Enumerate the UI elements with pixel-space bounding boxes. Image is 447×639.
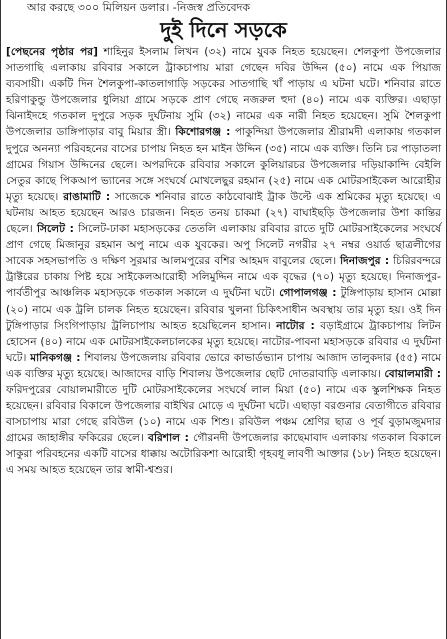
section-label-gopalganj: গোপালগঞ্জ :: [279, 287, 337, 300]
section-text-natore: বড়াইগ্রামে ট্রাকচাপায় লিটন হোসেন (৪০) নামে এক মোটরসাইকেলচালকের মৃত্যু হয়েছে। নাটোর-পাবনা মহাসড়কে রবিবার এ দুর্ঘটনা ঘটে।: [6, 319, 442, 364]
section-text-boalmari: ফরিদপুরের বোয়ালমারীতে দুটি মোটরসাইকেলের সংঘর্ষে লাল মিয়া (৫০) নামে এক স্কুলশিক্ষক নিহত হয়েছেন। রবিবার বিকালে উপজেলার বাইখির মোড়ে এ দুর্ঘটনা ঘটে। এছাড়া বরগুনার বেতাগীতে রবিবার বাসচাপায় মারা গেছে রবিউল (১০) নামে এক শিশু। রবিউল পঞ্চম শ্রেণির ছাত্র ও পূর্ব বুড়ামজুমদার গ্রামের জাহাঙ্গীর ফকিরের ছেলে।: [6, 383, 441, 445]
section-text-gopalganj: টুঙ্গিপাড়ায় হাসান মোল্লা (২০) নামে এক ট্রলি চালক নিহত হয়েছেন। রবিবার খুলনা চিকিৎসাধীন অবস্থায় তার মৃত্যু হয়। ওই দিন টুঙ্গিপাড়ার সিংগিপাড়ায় ট্রলিচাপায় আহত হয়েছিলেন হাসান।: [6, 287, 442, 332]
section-text-jhenaidah: শাহিনুর ইসলাম লিখন (৩২) নামে যুবক নিহত হয়েছেন। শেলকুপা উপজেলার সাতগাছি এলাকায় রবিবার সকালে ট্রাকচাপায় মারা গেছেন দবির উদ্দিন (৫০) নামে এক পিয়াজ ব্যবসায়ী। একটি দিন শৈলকুপা-কাতলাগাড়ি সড়কের সাতগাছি খাঁ পাড়ায় এ ঘটনা ঘটে। শনিবার রাতে হরিণাকুন্ডু উপজেলার ধুলিয়া গ্রামে সড়কে প্রাণ গেছে নজরুল হুদা (৪০) নামে এক ব্যক্তির। এছাড়া ঝিনাইদহে গতকাল দুপুরে সড়ক দুর্ঘটনায় সুমি (৩২) নামের এক নারী নিহত হয়েছেন। সুমি শৈলকুপা উপজেলার ডাঙ্গিপাড়ার বাবু মিয়ার স্ত্রী।: [6, 46, 441, 139]
section-label-kishoreganj: কিশোরগঞ্জ :: [175, 126, 231, 139]
section-label-continued: [পেছনের পৃষ্ঠার পর]: [6, 46, 98, 58]
article-text: [6, 44, 441, 479]
section-label-dinajpur: দিনাজপুর :: [340, 255, 390, 268]
section-label-barishal: বরিশাল :: [148, 432, 189, 445]
page-title: দুই দিনে সড়কে: [160, 18, 287, 42]
section-label-sylhet: সিলেট :: [37, 223, 74, 236]
section-text-barishal: গৌরনদী উপজেলার কাছেমাবাদ এলাকায় গতকাল বিকালে সাকুরা পরিবহনের একটি বাসের ধাক্কায় অটোরিকশা আরোহী গৃহবধূ লাবণী আক্তার (১৮) নিহত হয়েছেন। এ সময় আহত হয়েছেন তার স্বামী-শ্বশুর।: [6, 432, 441, 477]
section-label-boalmari: বোয়ালমারী :: [384, 367, 441, 380]
section-text-sylhet: সিলেট-ঢাকা মহাসড়কের তেতলি এলাকায় রবিবার রাতে দুটি মোটরসাইকেলের সংঘর্ষে প্রাণ গেছে মিজানুর রহমান অপু নামে এক যুবকের। অপু সিলেট নগরীর ২৭ নম্বর ওয়ার্ড ছাত্রলীগের সাবেক সহসভাপতি ও দক্ষিণ সুরমার আলমপুরের বশির আহমদ বাবুলের ছেলে।: [6, 223, 441, 268]
section-label-manikganj: মানিকগঞ্জ :: [30, 351, 81, 364]
article-body: [1, 44, 446, 479]
section-label-rangamati: রাঙামাটি :: [63, 190, 111, 203]
previous-article-tail: আর করছে ৩০০ মিলিয়ন ডলার। -নিজস্ব প্রতিবেদক: [27, 1, 251, 14]
section-text-rangamati: সাজেকে শনিবার রাতে কাঠবোঝাই ট্রাক উল্টে এক শ্রমিকের মৃত্যু হয়েছে। এ ঘটনায় আহত হয়েছেন আরও চারজন। নিহত তনয় চাকমা (২৭) বাঘাইছড়ি উপজেলার উশা কান্তির ছেলে।: [6, 190, 441, 236]
section-text-dinajpur: চিরিরবন্দরে ট্রাক্টরের চাকায় পিষ্ট হয়ে সাইকেলআরোহী সলিমুদ্দিন নামে এক বৃদ্ধের (৭০) মৃত্যু হয়েছে। দিনাজপুর-পার্বতীপুর আঞ্চলিক মহাসড়কে গতকাল সকালে এ দুর্ঘটনা ঘটে।: [6, 255, 441, 300]
section-text-kishoreganj: পাকুন্দিয়া উপজেলার শ্রীরামদী এলাকায় গতকাল দুপুরে অনন্যা পরিবহনের বাসের চাপায় নিহত হন মাইন উদ্দিন (৩৫) নামে এক ব্যক্তি। তিনি চর পাড়াতলা গ্রামের গিয়াস উদ্দিনের ছেলে। অপরদিকে রবিবার সকালে কুলিয়ারচর উপজেলার দড়িয়াকান্দি বেইলি সেতুর কাছে পিকআপ ভ্যানের সঙ্গে সংঘর্ষে মোখলেছুর রহমান (২৫) নামে এক মোটরসাইকেল আরোহীর মৃত্যু হয়েছে।: [6, 126, 441, 203]
section-label-natore: নাটোর :: [276, 319, 315, 332]
section-text-manikganj: শিবালয় উপজেলায় রবিবার ভোরে কাভার্ডভ্যান চাপায় আজাদ তালুকদার (৫৫) নামে এক ব্যক্তির মৃত্যু হয়েছে। আজাদের বাড়ি শিবালয় উপজেলার ছোট দোতরাবাড়ি এলাকায়।: [6, 351, 441, 380]
